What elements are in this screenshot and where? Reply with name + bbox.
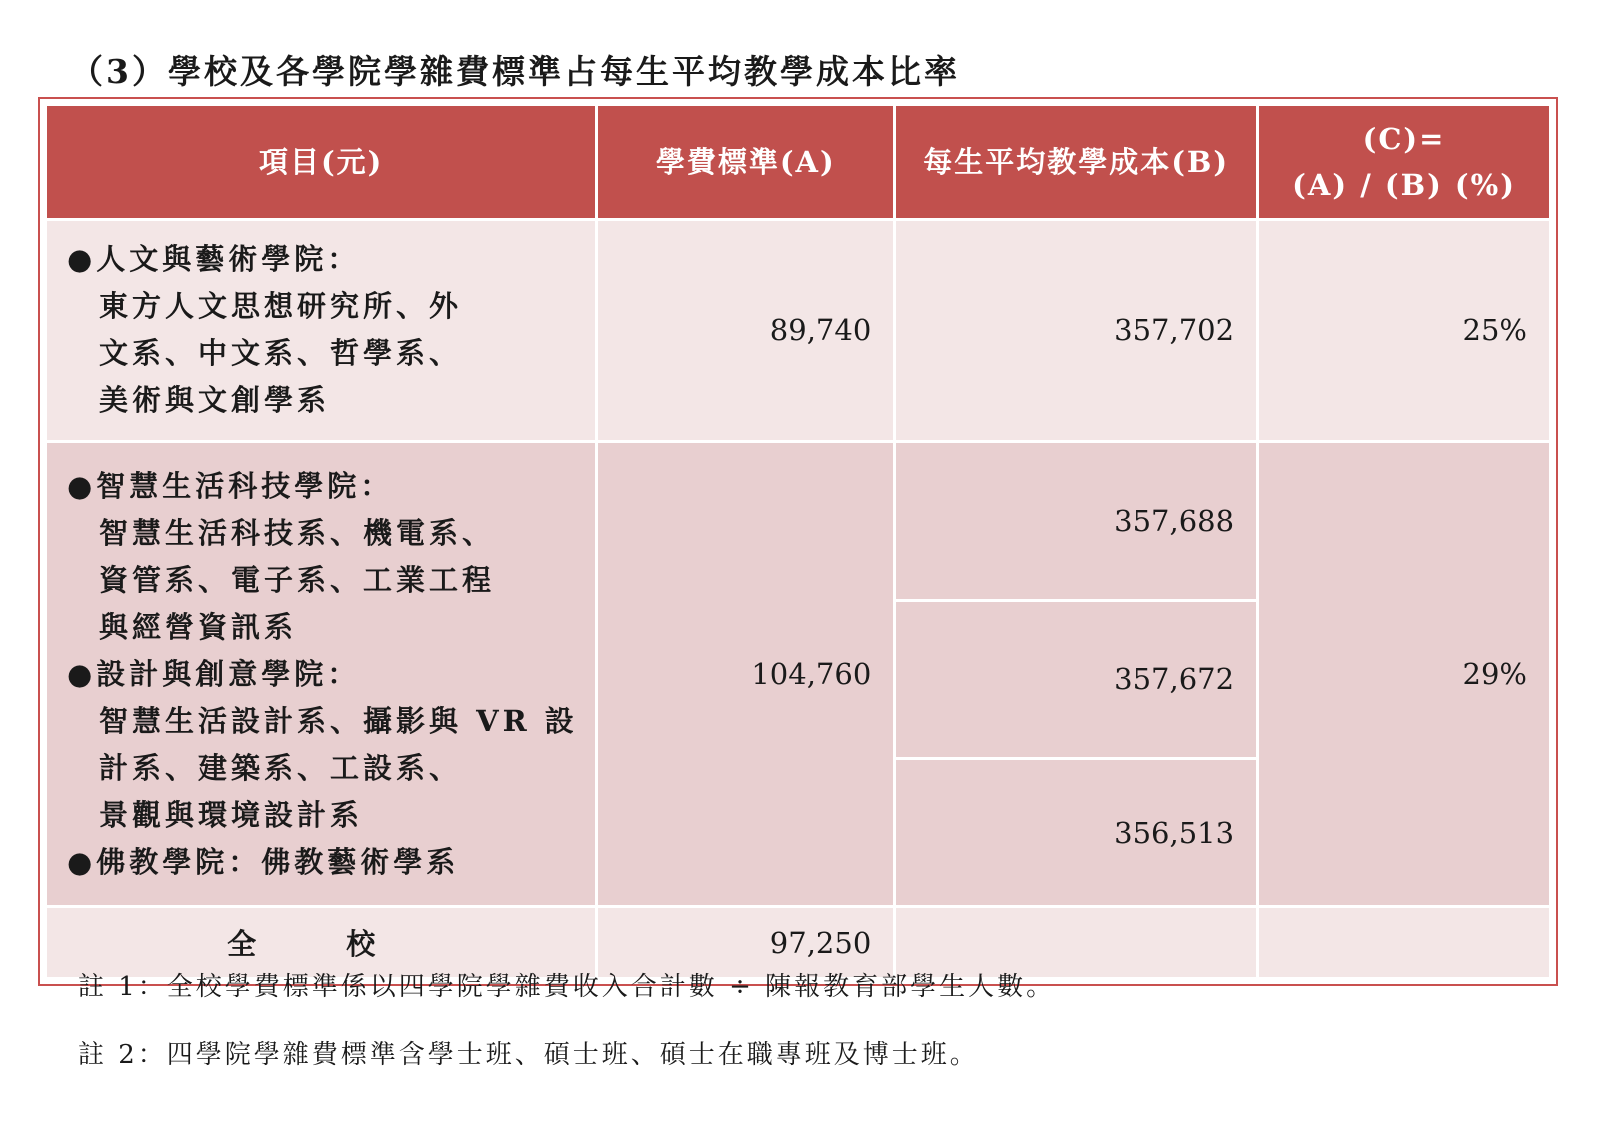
header-ratio	[1259, 106, 1549, 218]
cost-ratio-table	[44, 103, 1552, 980]
header-ratio-line2: (A) / (B) (%)	[1292, 168, 1516, 202]
row2-cost-2: 357,672	[896, 602, 1256, 758]
row1-item	[47, 221, 595, 440]
header-ratio-line1: (C)=	[1362, 122, 1446, 156]
header-cost: 每生平均教學成本(B)	[896, 106, 1256, 218]
total-label: 全 校	[47, 908, 595, 977]
header-tuition: 學費標準(A)	[598, 106, 893, 218]
row2-item-line: 資管系、電子系、工業工程	[99, 562, 496, 597]
row2-item-line: ●佛教學院：佛教藝術學系	[67, 844, 460, 879]
total-tuition: 97,250	[598, 908, 893, 977]
row2-item	[47, 443, 595, 906]
row2-tuition: 104,760	[598, 443, 893, 906]
note-1: 註 1：全校學費標準係以四學院學雜費收入合計數 ÷ 陳報教育部學生人數。	[78, 972, 1056, 1002]
header-row	[47, 106, 1549, 218]
row2-item-line: 智慧生活科技系、機電系、	[99, 515, 496, 550]
table-row	[47, 221, 1549, 440]
row1-item-line: 東方人文思想研究所、外	[99, 289, 463, 324]
row2-cost-1: 357,688	[896, 443, 1256, 599]
row1-tuition: 89,740	[598, 221, 893, 440]
header-item: 項目(元)	[47, 106, 595, 218]
row2-item-line: 與經營資訊系	[99, 609, 298, 644]
row1-item-line: 文系、中文系、哲學系、	[99, 336, 463, 371]
row2-item-line: 計系、建築系、工設系、	[99, 750, 463, 785]
row2-item-line: 智慧生活設計系、攝影與 VR 設	[99, 703, 578, 738]
row2-cost-3: 356,513	[896, 760, 1256, 905]
total-ratio	[1259, 908, 1549, 977]
row1-ratio: 25%	[1259, 221, 1549, 440]
row2-item-line: 景觀與環境設計系	[99, 797, 364, 832]
row1-cost: 357,702	[896, 221, 1256, 440]
note-2: 註 2：四學院學雜費標準含學士班、碩士班、碩士在職專班及博士班。	[78, 1040, 979, 1070]
row2-item-line: ●智慧生活科技學院：	[67, 468, 394, 503]
row2-item-line: ●設計與創意學院：	[67, 656, 361, 691]
table-frame	[38, 97, 1558, 986]
row2-ratio: 29%	[1259, 443, 1549, 906]
row1-item-line: ●人文與藝術學院：	[67, 242, 361, 277]
page-title: （3）學校及各學院學雜費標準占每生平均教學成本比率	[70, 52, 960, 91]
row1-item-line: 美術與文創學系	[99, 383, 331, 418]
table-row	[47, 443, 1549, 599]
